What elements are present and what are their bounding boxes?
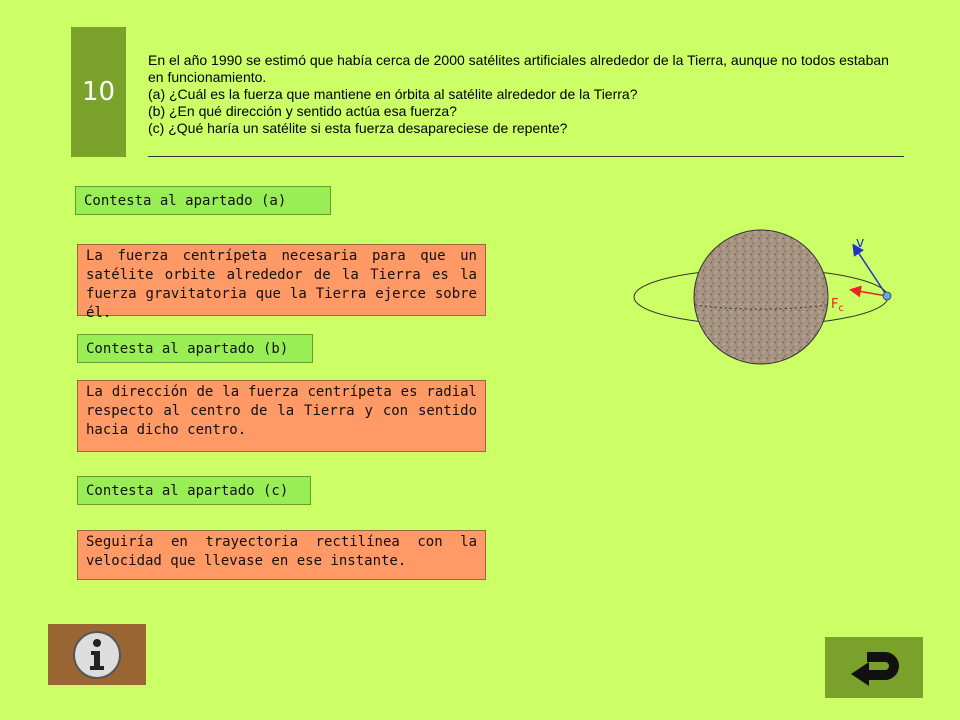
question-number: 10 <box>71 27 126 157</box>
earth <box>694 230 828 364</box>
satellite <box>883 292 891 300</box>
prompt-a-button[interactable]: Contesta al apartado (a) <box>75 186 331 215</box>
question-part-a: (a) ¿Cuál es la fuerza que mantiene en órbita al satélite alrededor de la Tierra? <box>148 86 638 102</box>
velocity-arrow <box>854 246 887 296</box>
back-button[interactable] <box>825 637 923 698</box>
prompt-b-button[interactable]: Contesta al apartado (b) <box>77 334 313 363</box>
question-divider <box>148 156 904 157</box>
force-label-subscript: c <box>838 303 844 314</box>
prompt-c-button[interactable]: Contesta al apartado (c) <box>77 476 311 505</box>
question-text <box>148 52 908 137</box>
question-part-b: (b) ¿En qué dirección y sentido actúa esa fuerza? <box>148 103 457 119</box>
question-part-c: (c) ¿Qué haría un satélite si esta fuerza desapareciese de repente? <box>148 120 568 136</box>
answer-b: La dirección de la fuerza centrípeta es radial respecto al centro de la Tierra y con sentido hacia dicho centro. <box>77 380 486 452</box>
orbit-diagram <box>630 205 910 365</box>
force-label <box>831 297 844 314</box>
force-label-main: F <box>831 297 839 312</box>
question-intro: En el año 1990 se estimó que había cerca de 2000 satélites artificiales alrededor de la Tierra, aunque no todos estaban en funcionamiento. <box>148 52 889 85</box>
answer-c: Seguiría en trayectoria rectilínea con la velocidad que llevase en ese instante. <box>77 530 486 580</box>
velocity-label: v <box>856 235 865 251</box>
info-button[interactable] <box>48 624 146 685</box>
info-icon <box>71 629 123 681</box>
answer-a: La fuerza centrípeta necesaria para que un satélite orbite alrededor de la Tierra es la fuerza gravitatoria que la Tierra ejerce sobre él. <box>77 244 486 316</box>
force-arrow <box>852 290 887 296</box>
return-arrow-icon <box>845 648 903 688</box>
